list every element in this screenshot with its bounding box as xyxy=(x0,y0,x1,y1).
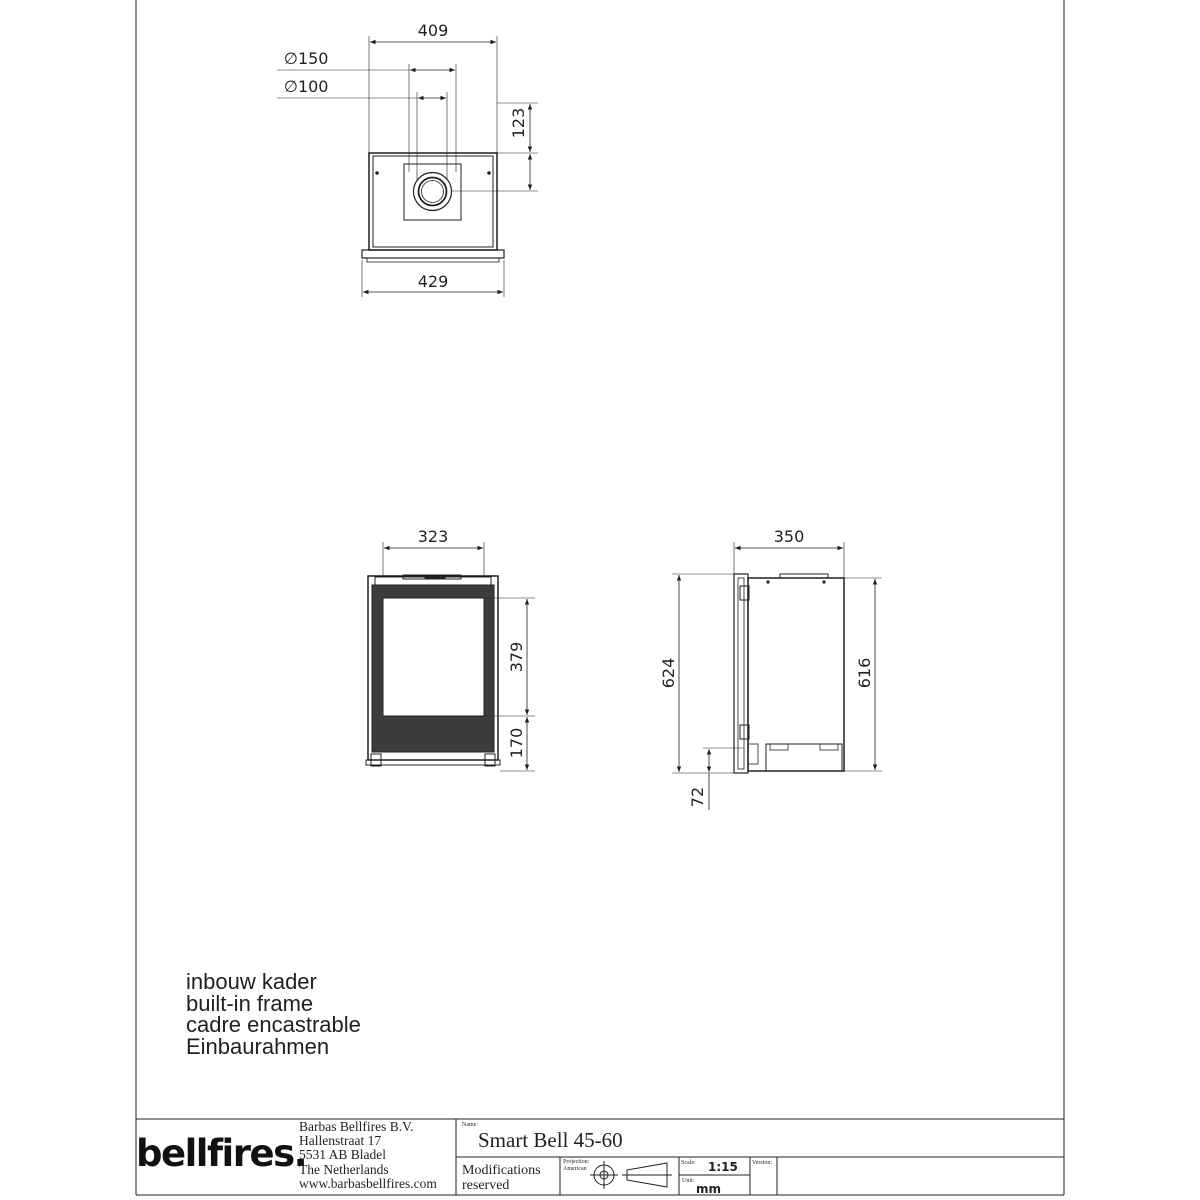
top-bottom-width-dimension: 429 xyxy=(417,272,449,291)
company-country: The Netherlands xyxy=(299,1161,389,1177)
side-depth-dimension: 350 xyxy=(773,527,805,546)
side-height-left-dimension: 624 xyxy=(659,657,678,689)
side-height-right-dimension: 616 xyxy=(855,657,874,689)
top-height-dimension: 123 xyxy=(509,107,528,139)
projection-symbol-icon xyxy=(590,1161,672,1189)
front-width-dimension: 323 xyxy=(417,527,449,546)
flue-inner-diameter-dimension: ∅100 xyxy=(284,77,329,96)
front-bottom-height-dimension: 170 xyxy=(507,727,526,759)
flue-outer-diameter-dimension: ∅150 xyxy=(284,49,329,68)
unit-label: Unit: xyxy=(682,1178,695,1184)
side-base-dimension: 72 xyxy=(688,786,707,808)
version-label: Version: xyxy=(752,1160,772,1166)
company-name: Barbas Bellfires B.V. xyxy=(299,1119,414,1134)
top-view xyxy=(277,21,538,297)
caption-french: cadre encastrable xyxy=(186,1012,361,1037)
product-name: Smart Bell 45-60 xyxy=(478,1128,623,1152)
front-view xyxy=(366,527,535,771)
caption-english: built-in frame xyxy=(186,990,314,1016)
side-view xyxy=(659,527,882,810)
company-website-link[interactable]: www.barbasbellfires.com xyxy=(299,1175,437,1191)
caption-dutch: inbouw kader xyxy=(186,969,317,994)
projection-value: American xyxy=(563,1166,587,1172)
frame-caption xyxy=(186,971,361,1057)
company-city: 5531 AB Bladel xyxy=(299,1147,386,1163)
top-width-dimension: 409 xyxy=(417,21,449,40)
name-label: Name: xyxy=(462,1122,478,1128)
scale-value: 1:15 xyxy=(708,1160,738,1174)
bellfires-logo: bellfires. xyxy=(136,1132,307,1175)
modifications-line1: Modifications xyxy=(462,1163,541,1178)
scale-label: Scale: xyxy=(681,1160,696,1166)
caption-german: Einbaurahmen xyxy=(186,1033,330,1059)
modifications-line2: reserved xyxy=(462,1178,510,1193)
front-glass-height-dimension: 379 xyxy=(507,641,526,673)
company-street: Hallenstraat 17 xyxy=(299,1133,382,1149)
unit-value: mm xyxy=(696,1182,722,1196)
projection-label: Projection: xyxy=(563,1159,590,1165)
company-address xyxy=(299,1120,437,1191)
